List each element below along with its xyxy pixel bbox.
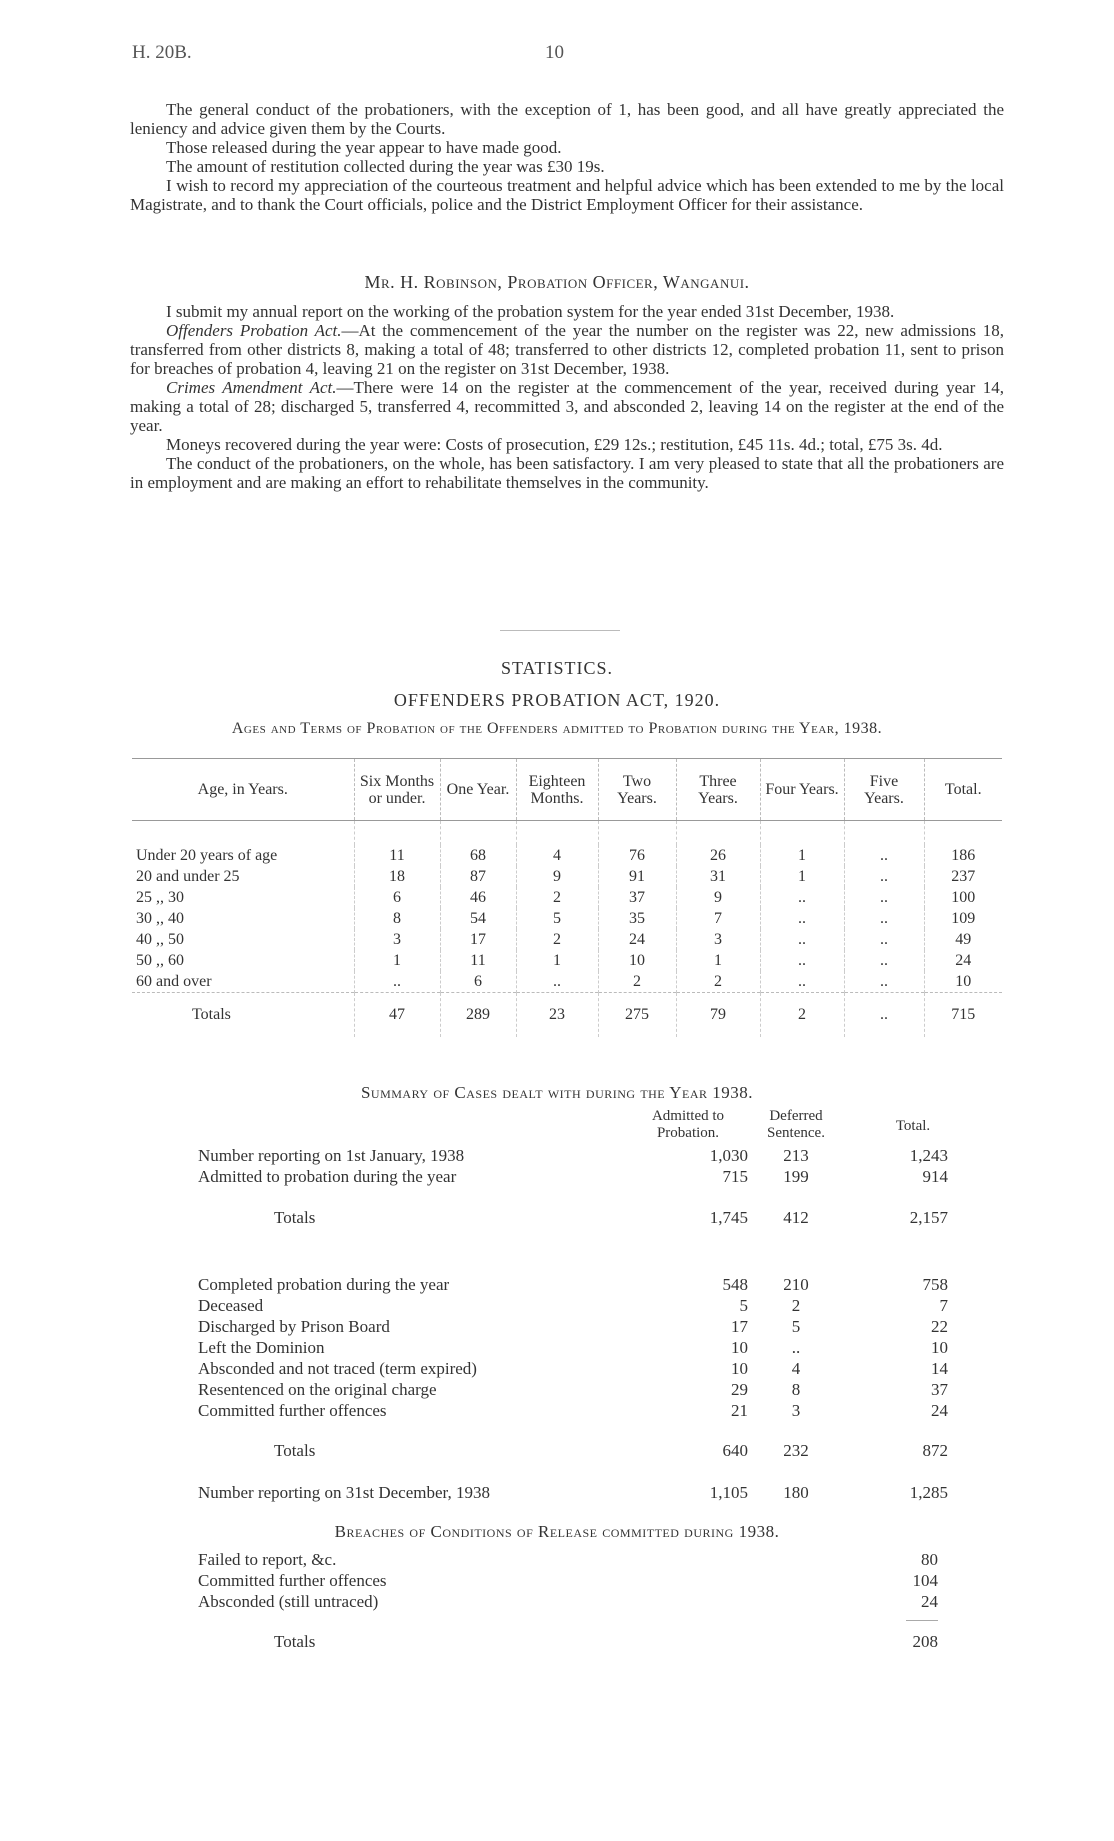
cell: 3	[354, 929, 440, 950]
cell: 20 and under 25	[136, 867, 240, 885]
summary-value: 213	[783, 1146, 809, 1165]
cell: 9	[516, 866, 598, 887]
breach-row	[198, 1550, 938, 1571]
summary-label: Totals	[274, 1208, 316, 1227]
summary-totals-row	[198, 1441, 950, 1462]
summary-value: 5	[739, 1296, 748, 1315]
summary-label: Admitted to probation during the year	[198, 1167, 457, 1186]
summary-label: Committed further offences	[198, 1401, 387, 1420]
cell: ..	[844, 866, 924, 887]
paragraph-text: —There were 14 on the register at the commencement of the year, received during year 14, making a total of 28; discharged 5, transferred 4, recommitted 3, and absconded 2, leaving 14 on the register at the end of the year.	[130, 378, 1005, 435]
cell: 3	[676, 929, 760, 950]
cell: 6	[440, 971, 516, 993]
summary-value: 914	[922, 1167, 948, 1186]
summary-row	[198, 1338, 950, 1359]
summary-value: 21	[731, 1401, 748, 1420]
cell: 18	[354, 866, 440, 887]
cell: 4	[516, 845, 598, 866]
cell: 1	[516, 950, 598, 971]
summary-label: Resentenced on the original charge	[198, 1380, 437, 1399]
breaches-title: Breaches of Conditions of Release committed during 1938.	[334, 1522, 780, 1541]
summary-row	[198, 1317, 950, 1338]
cell: 68	[440, 845, 516, 866]
summary-col-deferred: Deferred Sentence.	[767, 1108, 825, 1141]
cell: ..	[844, 993, 924, 1038]
cell: ..	[844, 845, 924, 866]
summary-value: 180	[783, 1483, 809, 1502]
paragraph-text: I submit my annual report on the working of the probation system for the year ended 31st December, 1938.	[166, 302, 895, 321]
cell: 24	[598, 929, 676, 950]
cell: 715	[924, 993, 1002, 1038]
summary-value: 5	[791, 1317, 801, 1336]
header-eighteen-months: Eighteen Months.	[516, 759, 598, 821]
summary-value: 232	[783, 1441, 809, 1460]
cell: 35	[598, 908, 676, 929]
cell: 6	[354, 887, 440, 908]
summary-row	[198, 1167, 950, 1188]
summary-value: 2	[791, 1296, 801, 1315]
cell: ..	[516, 971, 598, 993]
divider	[500, 630, 620, 631]
summary-value: 10	[731, 1338, 748, 1357]
summary-value: 1,745	[709, 1208, 748, 1227]
header-three-years: Three Years.	[676, 759, 760, 821]
cell: 1	[676, 950, 760, 971]
cell: 31	[676, 866, 760, 887]
paragraph-italic: Crimes Amendment Act.	[166, 378, 337, 397]
table-row	[132, 908, 1002, 929]
summary-row	[198, 1296, 950, 1317]
paragraph	[130, 454, 1004, 492]
summary-row	[198, 1359, 950, 1380]
cell: 11	[440, 950, 516, 971]
breach-row	[198, 1592, 938, 1613]
paragraph: I wish to record my appreciation of the courteous treatment and helpful advice which has been extended to me by the local Magistrate, and to thank the Court officials, police and the District Employment Officer for their assistance.	[130, 176, 1004, 214]
summary-value: 2,157	[909, 1208, 948, 1227]
cell: 9	[676, 887, 760, 908]
breach-label: Absconded (still untraced)	[198, 1592, 379, 1611]
header-five-years: Five Years.	[844, 759, 924, 821]
cell: 40 ,, 50	[136, 930, 184, 948]
cell: ..	[760, 929, 844, 950]
paragraph	[130, 435, 1004, 454]
divider	[906, 1620, 938, 1621]
cell: 2	[760, 993, 844, 1038]
cell: 10	[598, 950, 676, 971]
paragraph-italic: Offenders Probation Act.	[166, 321, 342, 340]
breach-value: 80	[921, 1550, 938, 1569]
report-paragraphs	[130, 302, 1004, 492]
summary-col-admitted: Admitted to Probation.	[651, 1108, 725, 1141]
summary-value: 199	[783, 1167, 809, 1186]
header-six-months: Six Months or under.	[354, 759, 440, 821]
cell: 10	[924, 971, 1002, 993]
cell: 275	[598, 993, 676, 1038]
totals-row	[132, 993, 1002, 1038]
table-row	[132, 929, 1002, 950]
cell: 47	[354, 993, 440, 1038]
paragraph: The general conduct of the probationers, with the exception of 1, has been good, and all have greatly appreciated the leniency and advice given them by the Courts.	[130, 100, 1004, 138]
cell: 17	[440, 929, 516, 950]
summary-row	[198, 1146, 950, 1167]
breach-label: Totals	[274, 1632, 316, 1651]
intro-paragraphs	[130, 100, 1004, 214]
paragraph-text: The conduct of the probationers, on the whole, has been satisfactory. I am very pleased to state that all the probationers are in employment and are making an effort to rehabilitate themselves in the community.	[130, 454, 1004, 492]
summary-title: Summary of Cases dealt with during the Year 1938.	[360, 1083, 754, 1102]
cell: 1	[354, 950, 440, 971]
cell: 76	[598, 845, 676, 866]
cell: ..	[760, 950, 844, 971]
cell: 26	[676, 845, 760, 866]
breach-label: Committed further offences	[198, 1571, 387, 1590]
cell: 30 ,, 40	[136, 909, 184, 927]
summary-value: 715	[722, 1167, 748, 1186]
cell: ..	[844, 908, 924, 929]
cell: 5	[516, 908, 598, 929]
header-total: Total.	[924, 759, 1002, 821]
cell: 2	[598, 971, 676, 993]
cell: 237	[924, 866, 1002, 887]
header-two-years: Two Years.	[598, 759, 676, 821]
cell: 289	[440, 993, 516, 1038]
cell: ..	[844, 929, 924, 950]
summary-value: 37	[931, 1380, 948, 1399]
summary-value: 14	[931, 1359, 948, 1378]
cell: ..	[354, 971, 440, 993]
summary-value: 7	[939, 1296, 948, 1315]
paragraph: The amount of restitution collected during the year was £30 19s.	[166, 157, 605, 176]
cell: 91	[598, 866, 676, 887]
summary-row	[198, 1275, 950, 1296]
breach-label: Failed to report, &c.	[198, 1550, 337, 1569]
cell: 11	[354, 845, 440, 866]
summary-value: 24	[931, 1401, 948, 1420]
cell: 23	[516, 993, 598, 1038]
summary-value: 4	[791, 1359, 801, 1378]
ages-terms-table	[132, 758, 1002, 1037]
breach-value: 208	[912, 1632, 938, 1651]
cell: 25 ,, 30	[136, 888, 184, 906]
summary-col-total: Total.	[895, 1118, 931, 1134]
cell: 186	[924, 845, 1002, 866]
paragraph-text: —At the commencement of the year the number on the register was 22, new admissions 18, transferred from other districts 8, making a total of 48; transferred to other districts 12, completed probation 11, sent to prison for breaches of probation 4, leaving 21 on the register on 31st December, 1938.	[130, 321, 1004, 378]
summary-value: 17	[731, 1317, 748, 1336]
paragraph: Those released during the year appear to have made good.	[166, 138, 562, 157]
cell: 46	[440, 887, 516, 908]
page-reference: H. 20B.	[132, 42, 192, 63]
summary-value: 29	[731, 1380, 748, 1399]
table-row	[132, 887, 1002, 908]
header-four-years: Four Years.	[760, 759, 844, 821]
summary-final-row	[198, 1483, 950, 1504]
paragraph-text: Moneys recovered during the year were: Costs of prosecution, £29 12s.; restitution, £45 11s. 4d.; total, £75 3s. 4d.	[166, 435, 943, 454]
summary-value: 1,030	[709, 1146, 748, 1165]
cell: ..	[844, 950, 924, 971]
page-number: 10	[545, 42, 564, 63]
summary-label: Absconded and not traced (term expired)	[198, 1359, 477, 1378]
summary-value: 412	[783, 1208, 809, 1227]
cell: 8	[354, 908, 440, 929]
table-title: Ages and Terms of Probation of the Offenders admitted to Probation during the Year, 1938.	[231, 720, 883, 737]
cell: 2	[516, 929, 598, 950]
table-row	[132, 845, 1002, 866]
cell: 2	[516, 887, 598, 908]
summary-totals-row	[198, 1208, 950, 1229]
table-row	[132, 866, 1002, 887]
summary-value: 1,285	[909, 1483, 948, 1502]
cell: ..	[760, 887, 844, 908]
paragraph	[130, 378, 1004, 435]
cell: 109	[924, 908, 1002, 929]
summary-value: 872	[922, 1441, 948, 1460]
cell: 2	[676, 971, 760, 993]
breach-value: 104	[912, 1571, 938, 1590]
header-one-year: One Year.	[440, 759, 516, 821]
officer-heading: Mr. H. Robinson, Probation Officer, Wanganui.	[364, 272, 750, 292]
breach-row	[198, 1571, 938, 1592]
breach-value: 24	[921, 1592, 938, 1611]
summary-label: Deceased	[198, 1296, 264, 1315]
summary-value: 758	[922, 1275, 948, 1294]
summary-value: 210	[783, 1275, 809, 1294]
summary-value: 1,105	[709, 1483, 748, 1502]
summary-value: 10	[731, 1359, 748, 1378]
table-row	[132, 971, 1002, 993]
table-row	[132, 950, 1002, 971]
cell: 60 and over	[136, 972, 212, 990]
summary-label: Number reporting on 1st January, 1938	[198, 1146, 465, 1165]
summary-value: 22	[931, 1317, 948, 1336]
cell: 1	[760, 845, 844, 866]
cell: ..	[760, 908, 844, 929]
cell: ..	[844, 887, 924, 908]
summary-value: 1,243	[909, 1146, 948, 1165]
header-age: Age, in Years.	[197, 781, 288, 798]
cell: 7	[676, 908, 760, 929]
cell: 79	[676, 993, 760, 1038]
cell: 24	[924, 950, 1002, 971]
summary-label: Completed probation during the year	[198, 1275, 450, 1294]
paragraph	[130, 302, 1004, 321]
summary-label: Number reporting on 31st December, 1938	[198, 1483, 491, 1502]
breach-totals-row	[198, 1632, 938, 1653]
paragraph	[130, 321, 1004, 378]
cell: 37	[598, 887, 676, 908]
summary-value: 3	[791, 1401, 801, 1420]
summary-value: 8	[791, 1380, 801, 1399]
cell: 49	[924, 929, 1002, 950]
cell: ..	[844, 971, 924, 993]
cell: 1	[760, 866, 844, 887]
cell: ..	[760, 971, 844, 993]
summary-value: 10	[931, 1338, 948, 1357]
summary-row	[198, 1401, 950, 1422]
cell: Under 20 years of age	[136, 846, 278, 864]
summary-label: Discharged by Prison Board	[198, 1317, 390, 1336]
summary-value: ..	[791, 1338, 801, 1357]
statistics-title: STATISTICS.	[500, 658, 614, 678]
summary-row	[198, 1380, 950, 1401]
cell: 100	[924, 887, 1002, 908]
cell: 87	[440, 866, 516, 887]
cell: Totals	[132, 993, 354, 1038]
summary-value: 548	[722, 1275, 748, 1294]
cell: 50 ,, 60	[136, 951, 184, 969]
act-title: OFFENDERS PROBATION ACT, 1920.	[393, 690, 721, 710]
summary-value: 640	[722, 1441, 748, 1460]
summary-label: Totals	[274, 1441, 316, 1460]
summary-label: Left the Dominion	[198, 1338, 325, 1357]
cell: 54	[440, 908, 516, 929]
